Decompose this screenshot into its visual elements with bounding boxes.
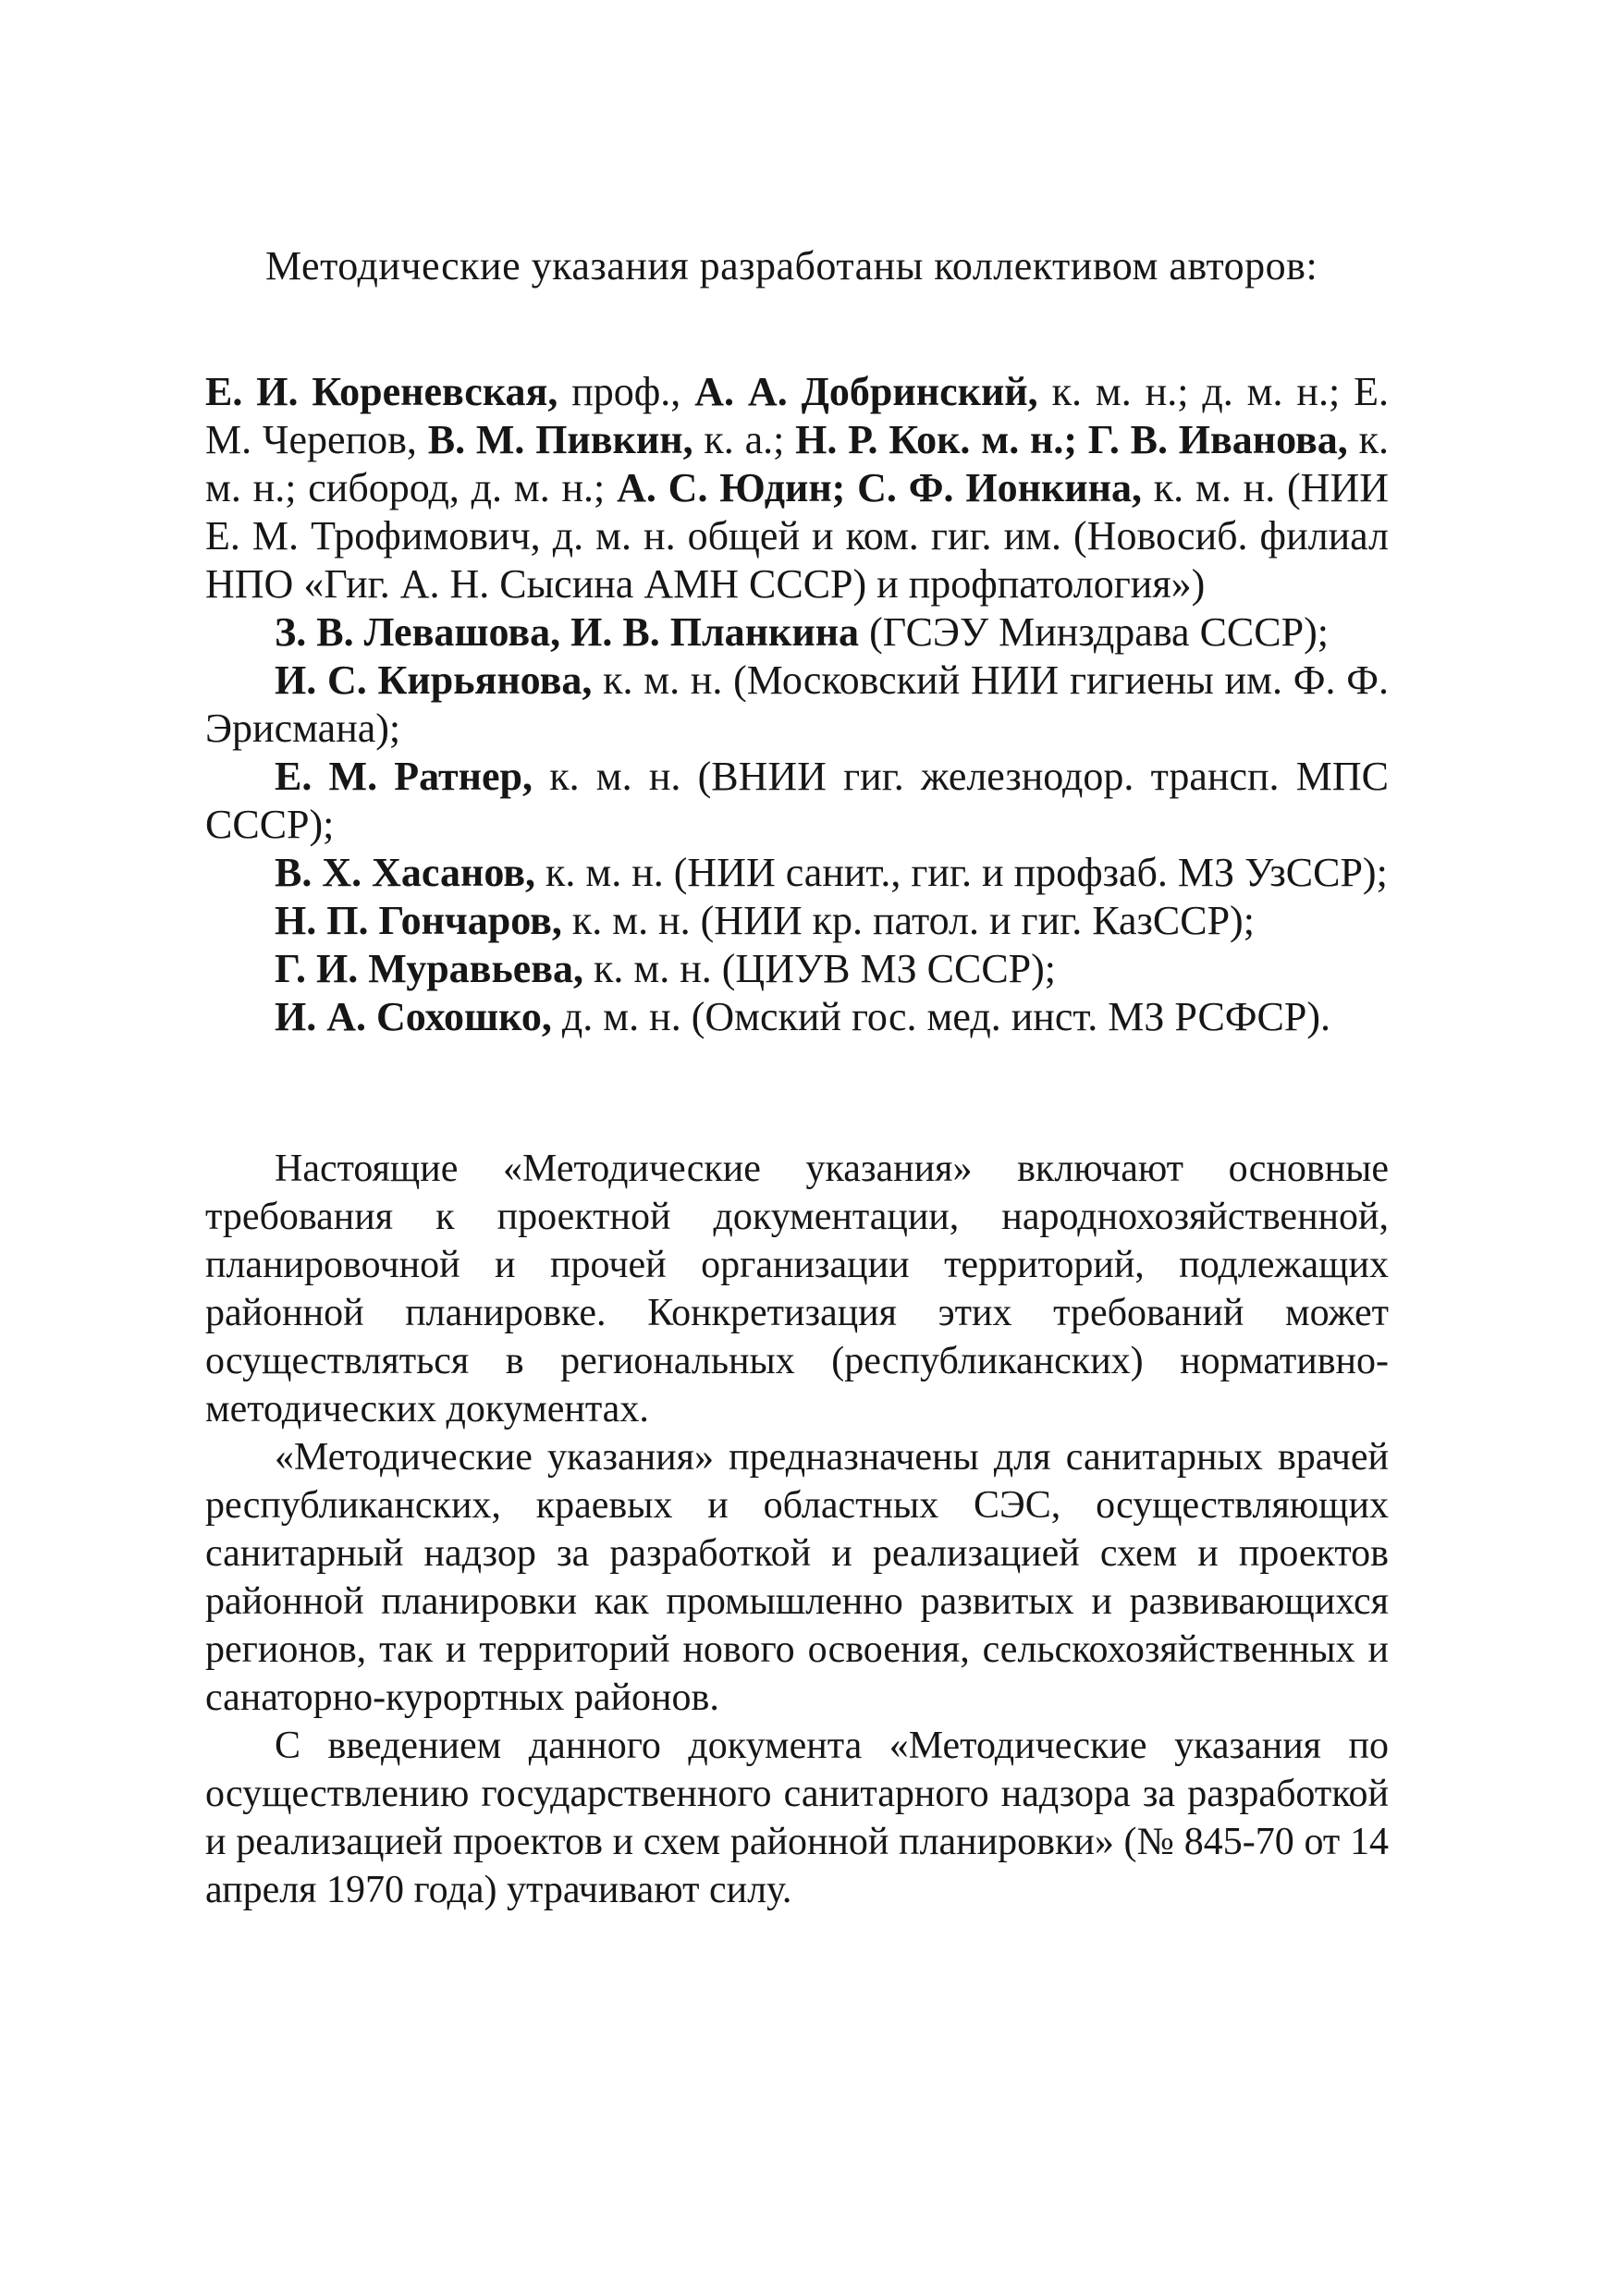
author-name: Н. П. Гончаров,: [275, 898, 562, 943]
author-affiliation: к. м. н. (НИИ Е. М. Трофимович, д. м. н. общей и ком. гиг. им. (Новосиб. филиал НПО «Гиг. А. Н. Сысина АМН СССР) и профпатология»): [205, 465, 1389, 607]
author-entry: [205, 945, 1389, 993]
author-name: Е. И. Кореневская,: [205, 369, 572, 414]
intro-text: Методические указания разработаны коллективом авторов:: [265, 243, 1318, 289]
author-name: Н. Р. Кок. м. н.; Г. В. Иванова,: [795, 417, 1359, 462]
author-name: Е. М. Ратнер,: [275, 754, 533, 799]
paragraph-audience: «Методические указания» предназначены для санитарных врачей республиканских, краевых и областных СЭС, осуществляющих санитарный надзор за разработкой и реализацией схем и проектов районной планировки как промышленно развитых и развивающихся регионов, так и территорий нового освоения, сельскохозяйственных и санаторно-курортных районов.: [205, 1436, 1389, 1719]
description-section: [205, 1145, 1389, 1914]
author-name: А. С. Юдин; С. Ф. Ионкина,: [617, 465, 1154, 510]
author-affiliation: к. м. н. (ВНИИ гиг. железнодор. трансп. МПС СССР);: [205, 754, 1389, 847]
author-name: Г. И. Муравьева,: [275, 946, 583, 991]
author-entry-combined: [205, 368, 1389, 608]
author-entry: [205, 849, 1389, 897]
author-name: А. А. Добринский,: [694, 369, 1052, 414]
author-name: И. С. Кирьянова,: [275, 657, 593, 703]
authors-list: [205, 368, 1389, 1041]
author-affiliation: к. м. н. (НИИ кр. патол. и гиг. КазССР);: [561, 898, 1255, 943]
paragraph-supersedes: С введением данного документа «Методические указания по осуществлению государственного санитарного надзора за разработкой и реализацией проектов и схем районной планировки» (№ 845-70 от 14 апреля 1970 года) утрачивают силу.: [205, 1725, 1389, 1911]
author-affiliation: (ГСЭУ Минздрава СССР);: [859, 609, 1329, 655]
author-affiliation: д. м. н. (Омский гос. мед. инст. МЗ РСФСР).: [551, 994, 1331, 1039]
author-affiliation: к. а.;: [704, 417, 796, 462]
author-entry: [205, 657, 1389, 753]
author-name: З. В. Левашова, И. В. Планкина: [275, 609, 860, 655]
author-name: В. М. Пивкин,: [427, 417, 705, 462]
author-affiliation: к. м. н.; сибород, д. м. н.;: [205, 417, 1389, 510]
author-entry: [205, 753, 1389, 849]
author-name: И. А. Сохошко,: [275, 994, 552, 1039]
author-affiliation: проф.,: [571, 369, 695, 414]
author-affiliation: к. м. н. (Московский НИИ гигиены им. Ф. Ф. Эрисмана);: [205, 657, 1389, 751]
author-affiliation: к. м. н.; д. м. н.; Е. М. Черепов,: [205, 369, 1389, 462]
author-affiliation: к. м. н. (ЦИУВ МЗ СССР);: [583, 946, 1057, 991]
paragraph-requirements: Настоящие «Методические указания» включают основные требования к проектной документации, народнохозяйственной, планировочной и прочей организации территорий, подлежащих районной планировке. Конкретизация этих требований может осуществляться в региональных (республиканских) нормативно-методических документах.: [205, 1148, 1389, 1430]
author-entry: [205, 897, 1389, 945]
author-name: В. Х. Хасанов,: [275, 850, 535, 895]
author-entry: [205, 993, 1389, 1041]
author-affiliation: к. м. н. (НИИ санит., гиг. и профзаб. МЗ УзССР);: [534, 850, 1388, 895]
author-entry: [205, 608, 1389, 657]
